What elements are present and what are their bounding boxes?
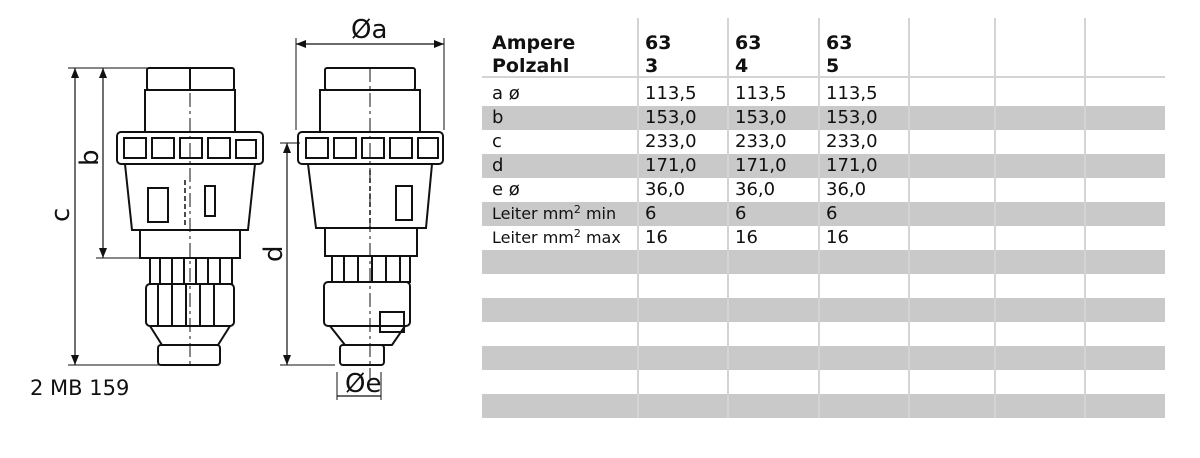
row-label: Leiter $mm^2$ max — [492, 227, 621, 247]
row-label: d — [492, 155, 504, 176]
header-label-polzahl: Polzahl — [492, 55, 570, 77]
row-label: Leiter $mm^2$ min — [492, 203, 617, 223]
cell-value: 153,0 — [735, 107, 787, 128]
row-stripe — [482, 250, 1165, 274]
header-ampere-value: 63 — [826, 32, 853, 54]
cell-value: 36,0 — [735, 179, 776, 200]
row-label: b — [492, 107, 504, 128]
cell-value: 171,0 — [826, 155, 878, 176]
row-stripe — [482, 394, 1165, 418]
cell-value: 171,0 — [645, 155, 697, 176]
cell-value: 16 — [826, 227, 849, 248]
cell-value: 233,0 — [645, 131, 697, 152]
plug-front-view — [68, 68, 263, 365]
cell-value: 233,0 — [826, 131, 878, 152]
header-poles-value: 4 — [735, 55, 749, 77]
header-ampere-value: 63 — [645, 32, 672, 54]
header-label-ampere: Ampere — [492, 32, 576, 54]
cell-value: 153,0 — [645, 107, 697, 128]
header-poles-value: 3 — [645, 55, 659, 77]
cell-value: 113,5 — [735, 83, 787, 104]
cell-value: 16 — [645, 227, 668, 248]
dimension-label-b: b — [75, 149, 105, 166]
spec-table — [482, 18, 1165, 418]
row-label: c — [492, 131, 502, 152]
cell-value: 233,0 — [735, 131, 787, 152]
dimension-label-e: Øe — [345, 369, 382, 399]
row-label: e ø — [492, 179, 520, 200]
table-row — [482, 178, 1165, 202]
cell-value: 153,0 — [826, 107, 878, 128]
row-stripe — [482, 346, 1165, 370]
table-row — [482, 202, 1165, 226]
table-row — [482, 106, 1165, 130]
cell-value: 6 — [826, 203, 838, 224]
header-poles-value: 5 — [826, 55, 840, 77]
model-number: 2 MB 159 — [30, 376, 130, 400]
header-divider — [482, 76, 1165, 78]
row-stripe — [482, 298, 1165, 322]
table-row — [482, 226, 1165, 250]
dimension-label-c: c — [46, 207, 76, 222]
cell-value: 113,5 — [826, 83, 878, 104]
cell-value: 36,0 — [645, 179, 686, 200]
table-row — [482, 154, 1165, 178]
row-label: a ø — [492, 83, 520, 104]
dimension-label-d: d — [259, 245, 289, 262]
table-row — [482, 82, 1165, 106]
cell-value: 6 — [735, 203, 747, 224]
header-ampere-value: 63 — [735, 32, 762, 54]
dimension-label-a: Øa — [351, 15, 388, 45]
cell-value: 6 — [645, 203, 657, 224]
table-row — [482, 130, 1165, 154]
plug-side-view — [280, 38, 444, 400]
cell-value: 171,0 — [735, 155, 787, 176]
cell-value: 36,0 — [826, 179, 867, 200]
cell-value: 16 — [735, 227, 758, 248]
cell-value: 113,5 — [645, 83, 697, 104]
